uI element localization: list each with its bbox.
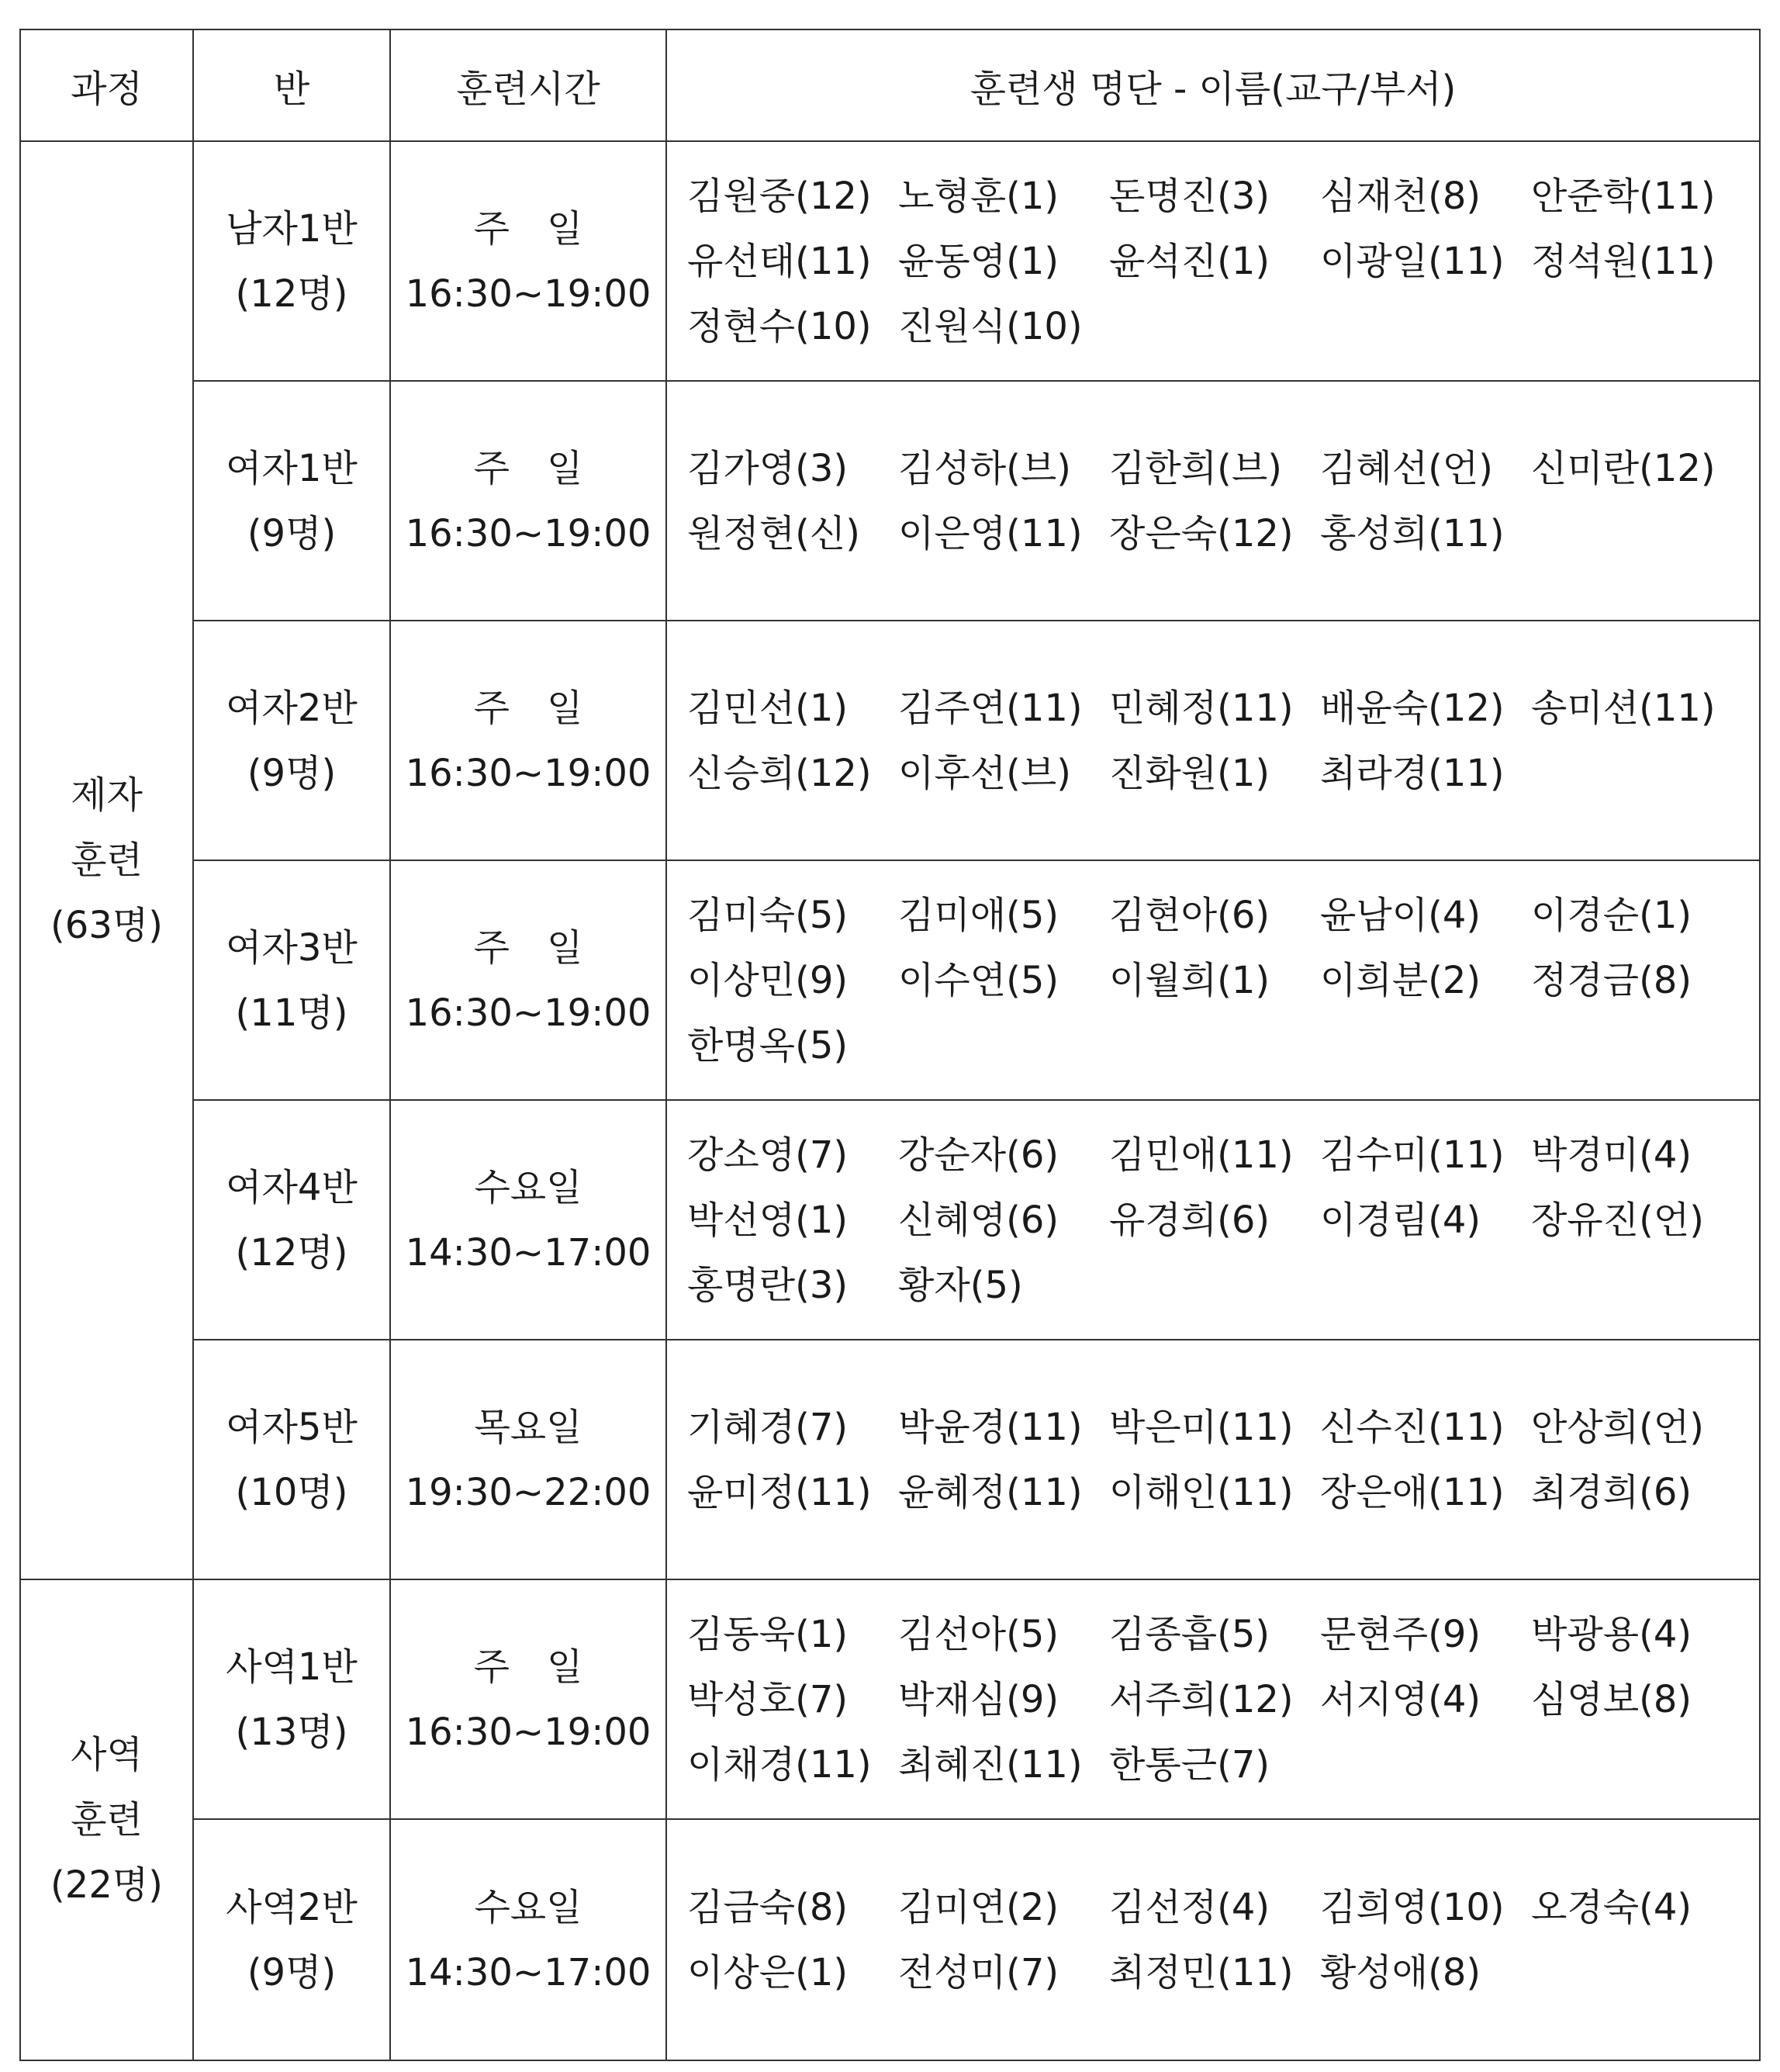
member-name: 김종흡(5)	[1109, 1612, 1270, 1656]
member-name: 신혜영(6)	[898, 1198, 1059, 1242]
member-name: 홍명란(3)	[687, 1263, 849, 1307]
class-count: (13명)	[235, 1710, 348, 1754]
class-count: (10명)	[235, 1470, 348, 1514]
training-time-cell	[390, 1340, 666, 1579]
class-row	[20, 141, 1760, 381]
member-name: 박광용(4)	[1531, 1612, 1692, 1656]
course-name-cell	[20, 141, 193, 1579]
course-name-cell	[20, 1579, 193, 2060]
class-name: 남자1반	[226, 206, 358, 251]
member-name: 이해인(11)	[1109, 1470, 1294, 1514]
training-hours: 16:30~19:00	[405, 991, 652, 1035]
training-time-cell	[390, 621, 666, 860]
member-name: 이은영(11)	[898, 511, 1083, 555]
class-count: (12명)	[235, 1230, 348, 1275]
member-name: 한명옥(5)	[687, 1023, 849, 1067]
member-name: 김미애(5)	[898, 893, 1059, 937]
member-name: 유선태(11)	[687, 239, 872, 283]
class-name: 여자2반	[226, 686, 358, 730]
member-name: 심재천(8)	[1320, 174, 1481, 218]
member-name: 배윤숙(12)	[1320, 686, 1505, 730]
header-row	[20, 29, 1760, 141]
member-name: 김선아(5)	[898, 1612, 1059, 1656]
member-name: 김원중(12)	[687, 174, 872, 218]
member-name: 윤석진(1)	[1109, 239, 1270, 283]
member-name: 진화원(1)	[1109, 751, 1270, 795]
member-name: 최정민(11)	[1109, 1950, 1294, 1994]
member-list-cell	[666, 141, 1760, 381]
training-time-cell	[390, 860, 666, 1100]
member-name: 정경금(8)	[1531, 958, 1692, 1002]
member-name: 오경숙(4)	[1531, 1885, 1692, 1929]
class-name-cell	[193, 1340, 390, 1579]
class-name: 여자3반	[226, 925, 358, 970]
member-name: 김선정(4)	[1109, 1885, 1270, 1929]
class-count: (12명)	[235, 272, 348, 316]
member-name: 김가영(3)	[687, 446, 849, 490]
member-name: 이상민(9)	[687, 958, 849, 1002]
class-row	[20, 1579, 1760, 1819]
member-list-cell	[666, 1579, 1760, 1819]
training-hours: 16:30~19:00	[405, 1710, 652, 1754]
class-name-cell	[193, 381, 390, 621]
member-name: 윤남이(4)	[1320, 893, 1481, 937]
member-name: 박성호(7)	[687, 1677, 849, 1721]
training-time-cell	[390, 1579, 666, 1819]
class-name: 사역1반	[226, 1645, 358, 1689]
training-day: 주 일	[473, 925, 583, 970]
member-name: 박윤경(11)	[898, 1405, 1083, 1449]
member-name: 박재심(9)	[898, 1677, 1059, 1721]
header-roster: 훈련생 명단 - 이름(교구/부서)	[666, 29, 1760, 141]
member-name: 신승희(12)	[687, 751, 872, 795]
class-name-cell	[193, 621, 390, 860]
member-name: 홍성희(11)	[1320, 511, 1505, 555]
class-row	[20, 860, 1760, 1100]
class-count: (11명)	[235, 991, 348, 1035]
member-list-cell	[666, 1340, 1760, 1579]
training-hours: 14:30~17:00	[405, 1950, 652, 1994]
member-name: 유경희(6)	[1109, 1198, 1270, 1242]
member-name: 김민선(1)	[687, 686, 849, 730]
member-list	[687, 1875, 1759, 2005]
member-list	[687, 1122, 1759, 1318]
training-day: 주 일	[473, 686, 583, 730]
member-name: 김수미(11)	[1320, 1133, 1505, 1177]
class-name: 여자5반	[226, 1405, 358, 1449]
member-name: 최경희(6)	[1531, 1470, 1692, 1514]
class-name-cell	[193, 1100, 390, 1340]
header-training-time: 훈련시간	[390, 29, 666, 141]
training-day: 주 일	[473, 206, 583, 251]
member-name: 김동욱(1)	[687, 1612, 849, 1656]
member-name: 김미연(2)	[898, 1885, 1059, 1929]
training-day: 수요일	[474, 1885, 582, 1929]
course-name-line: (22명)	[50, 1863, 163, 1907]
member-name: 신미란(12)	[1531, 446, 1716, 490]
member-name: 윤미정(11)	[687, 1470, 872, 1514]
training-day: 주 일	[473, 1645, 583, 1689]
member-list	[687, 164, 1759, 359]
member-name: 송미션(11)	[1531, 686, 1716, 730]
training-hours: 14:30~17:00	[405, 1230, 652, 1275]
member-name: 심영보(8)	[1531, 1677, 1692, 1721]
member-name: 김한희(브)	[1109, 446, 1282, 490]
member-name: 전성미(7)	[898, 1950, 1059, 1994]
member-list-cell	[666, 1819, 1760, 2060]
member-name: 민혜정(11)	[1109, 686, 1294, 730]
member-name: 진원식(10)	[898, 304, 1083, 348]
class-name-cell	[193, 141, 390, 381]
training-hours: 16:30~19:00	[405, 511, 652, 555]
member-name: 김민애(11)	[1109, 1133, 1294, 1177]
member-name: 이후선(브)	[898, 751, 1071, 795]
member-name: 김미숙(5)	[687, 893, 849, 937]
member-name: 이채경(11)	[687, 1742, 872, 1787]
class-count: (9명)	[247, 511, 337, 555]
member-name: 박은미(11)	[1109, 1405, 1294, 1449]
training-time-cell	[390, 141, 666, 381]
member-name: 이광일(11)	[1320, 239, 1505, 283]
course-name-line: 훈련	[71, 839, 143, 882]
header-course: 과정	[20, 29, 193, 141]
class-name: 여자1반	[226, 446, 358, 490]
class-count: (9명)	[247, 1950, 337, 1994]
member-name: 이희분(2)	[1320, 958, 1481, 1002]
member-name: 이수연(5)	[898, 958, 1059, 1002]
training-time-cell	[390, 381, 666, 621]
training-hours: 16:30~19:00	[405, 751, 652, 795]
member-name: 장유진(언)	[1531, 1198, 1704, 1242]
class-row	[20, 1819, 1760, 2060]
member-name: 안상희(언)	[1531, 1405, 1704, 1449]
class-name: 사역2반	[226, 1885, 358, 1929]
member-name: 이월희(1)	[1109, 958, 1270, 1002]
member-list-cell	[666, 860, 1760, 1100]
member-list	[687, 1395, 1759, 1525]
member-list	[687, 436, 1759, 566]
member-list	[687, 676, 1759, 806]
member-name: 안준학(11)	[1531, 174, 1716, 218]
member-name: 서주희(12)	[1109, 1677, 1294, 1721]
member-name: 김혜선(언)	[1320, 446, 1493, 490]
course-name-line: 제자	[71, 773, 143, 817]
member-name: 강소영(7)	[687, 1133, 849, 1177]
class-row	[20, 381, 1760, 621]
member-name: 강순자(6)	[898, 1133, 1059, 1177]
member-name: 윤동영(1)	[898, 239, 1059, 283]
course-name-line: (63명)	[50, 904, 163, 947]
class-name-cell	[193, 860, 390, 1100]
member-name: 김희영(10)	[1320, 1885, 1505, 1929]
member-name: 서지영(4)	[1320, 1677, 1481, 1721]
member-name: 이경순(1)	[1531, 893, 1692, 937]
member-name: 장은숙(12)	[1109, 511, 1294, 555]
class-row	[20, 1100, 1760, 1340]
member-name: 김현아(6)	[1109, 893, 1270, 937]
training-hours: 16:30~19:00	[405, 272, 652, 316]
member-name: 돈명진(3)	[1109, 174, 1270, 218]
member-name: 박경미(4)	[1531, 1133, 1692, 1177]
member-name: 최라경(11)	[1320, 751, 1505, 795]
member-name: 이경림(4)	[1320, 1198, 1481, 1242]
header-class: 반	[193, 29, 390, 141]
member-name: 이상은(1)	[687, 1950, 849, 1994]
training-time-cell	[390, 1100, 666, 1340]
member-list	[687, 883, 1759, 1078]
member-name: 한통근(7)	[1109, 1742, 1270, 1787]
class-name-cell	[193, 1579, 390, 1819]
member-name: 장은애(11)	[1320, 1470, 1505, 1514]
member-name: 황자(5)	[898, 1263, 1023, 1307]
member-name: 노형훈(1)	[898, 174, 1059, 218]
training-day: 목요일	[474, 1405, 582, 1449]
training-day: 주 일	[473, 446, 583, 490]
class-count: (9명)	[247, 751, 337, 795]
training-roster-table	[19, 29, 1761, 2061]
member-name: 김주연(11)	[898, 686, 1083, 730]
training-hours: 19:30~22:00	[405, 1470, 652, 1514]
member-name: 김금숙(8)	[687, 1885, 849, 1929]
training-day: 수요일	[474, 1165, 582, 1209]
member-name: 박선영(1)	[687, 1198, 849, 1242]
member-list-cell	[666, 621, 1760, 860]
member-name: 윤혜정(11)	[898, 1470, 1083, 1514]
course-name-line: 훈련	[71, 1798, 143, 1842]
class-row	[20, 621, 1760, 860]
member-name: 최혜진(11)	[898, 1742, 1083, 1787]
member-name: 황성애(8)	[1320, 1950, 1481, 1994]
member-name: 정현수(10)	[687, 304, 872, 348]
member-name: 신수진(11)	[1320, 1405, 1505, 1449]
class-row	[20, 1340, 1760, 1579]
roster-body	[20, 141, 1760, 2060]
member-list-cell	[666, 381, 1760, 621]
member-name: 김성하(브)	[898, 446, 1071, 490]
class-name: 여자4반	[226, 1165, 358, 1209]
member-name: 정석원(11)	[1531, 239, 1716, 283]
member-name: 원정현(신)	[687, 511, 860, 555]
class-name-cell	[193, 1819, 390, 2060]
course-name-line: 사역	[71, 1733, 143, 1776]
member-list-cell	[666, 1100, 1760, 1340]
member-name: 기혜경(7)	[687, 1405, 849, 1449]
member-name: 문현주(9)	[1320, 1612, 1481, 1656]
member-list	[687, 1602, 1759, 1797]
training-time-cell	[390, 1819, 666, 2060]
